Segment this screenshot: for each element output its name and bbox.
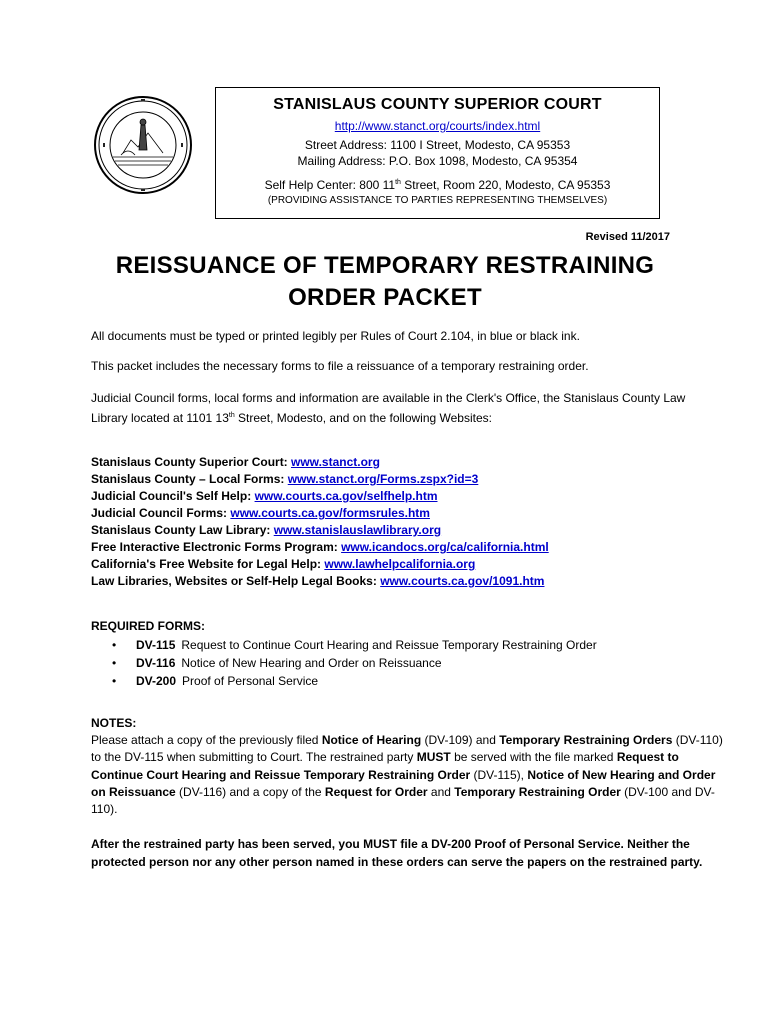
link-row: California's Free Website for Legal Help: www.lawhelpcalifornia.org	[91, 557, 476, 571]
intro-paragraph-2: This packet includes the necessary forms to file a reissuance of a temporary restraining order.	[91, 359, 589, 373]
court-name: STANISLAUS COUNTY SUPERIOR COURT	[273, 96, 602, 113]
bullet-icon: •	[112, 638, 117, 652]
court-website-link[interactable]: http://www.stanct.org/courts/index.html	[334, 119, 541, 133]
link-row: Judicial Council's Self Help: www.courts.ca.gov/selfhelp.htm	[91, 489, 438, 503]
list-item: • DV-200 Proof of Personal Service	[112, 674, 319, 688]
link-row: Stanislaus County – Local Forms: www.stanct.org/Forms.zspx?id=3	[91, 472, 479, 486]
link-row: Stanislaus County Superior Court: www.stanct.org	[91, 455, 380, 469]
link-url[interactable]: www.stanislauslawlibrary.org	[273, 523, 442, 537]
list-item: • DV-115 Request to Continue Court Hearing and Reissue Temporary Restraining Order	[112, 638, 597, 652]
mailing-address: Mailing Address: P.O. Box 1098, Modesto, CA 95354	[297, 154, 578, 168]
bullet-icon: •	[112, 674, 117, 688]
link-row: Law Libraries, Websites or Self-Help Legal Books: www.courts.ca.gov/1091.htm	[91, 574, 545, 588]
notes-paragraph: Please attach a copy of the previously filed Notice of Hearing (DV-109) and Temporary Restraining Orders (DV-110) to the DV-115 when submitting to Court. The restrained party MUST be served with the file marked Request to Continue Court Hearing and Reissue Temporary Restraining Order (DV-115), Notice of New Hearing and Order on Reissuance (DV-116) and a copy of the Request for Order and Temporary Restraining Order (DV-100 and DV-110).	[91, 733, 723, 817]
court-seal-logo	[93, 95, 193, 195]
providing-assistance-note: (PROVIDING ASSISTANCE TO PARTIES REPRESENTING THEMSELVES)	[267, 195, 608, 206]
link-row: Judicial Council Forms: www.courts.ca.gov/formsrules.htm	[91, 506, 430, 520]
bullet-icon: •	[112, 656, 117, 670]
link-row: Free Interactive Electronic Forms Program: www.icandocs.org/ca/california.html	[91, 540, 549, 554]
website-links-list	[91, 454, 731, 590]
link-url[interactable]: www.icandocs.org/ca/california.html	[341, 540, 549, 554]
link-url[interactable]: www.stanct.org/Forms.zspx?id=3	[287, 472, 479, 486]
required-forms-list	[112, 636, 597, 690]
self-help-center: Self Help Center: 800 11th Street, Room 220, Modesto, CA 95353	[264, 178, 611, 192]
link-url[interactable]: www.lawhelpcalifornia.org	[324, 557, 476, 571]
final-instruction: After the restrained party has been served, you MUST file a DV-200 Proof of Personal Service. Neither the protected person nor any other person named in these orders can serve the papers on the restrained party.	[91, 837, 703, 869]
required-forms-heading: REQUIRED FORMS:	[91, 619, 205, 633]
intro-paragraph-1: All documents must be typed or printed legibly per Rules of Court 2.104, in blue or black ink.	[91, 329, 580, 343]
link-url[interactable]: www.courts.ca.gov/formsrules.htm	[230, 506, 430, 520]
link-row: Stanislaus County Law Library: www.stanislauslawlibrary.org	[91, 523, 442, 537]
revised-date: Revised 11/2017	[585, 231, 670, 243]
link-url[interactable]: www.stanct.org	[291, 455, 380, 469]
street-address: Street Address: 1100 I Street, Modesto, CA 95353	[304, 138, 571, 152]
intro-paragraph-3: Judicial Council forms, local forms and information are available in the Clerk's Office, the Stanislaus County Law Library located at 1101 13th Street, Modesto, and on the following Websites:	[91, 391, 686, 425]
page-title: REISSUANCE OF TEMPORARY RESTRAINING ORDER PACKET	[115, 252, 655, 311]
court-header-box	[215, 87, 660, 219]
link-url[interactable]: www.courts.ca.gov/selfhelp.htm	[254, 489, 438, 503]
notes-heading: NOTES:	[91, 716, 137, 730]
list-item: • DV-116 Notice of New Hearing and Order on Reissuance	[112, 656, 442, 670]
link-url[interactable]: www.courts.ca.gov/1091.htm	[380, 574, 545, 588]
